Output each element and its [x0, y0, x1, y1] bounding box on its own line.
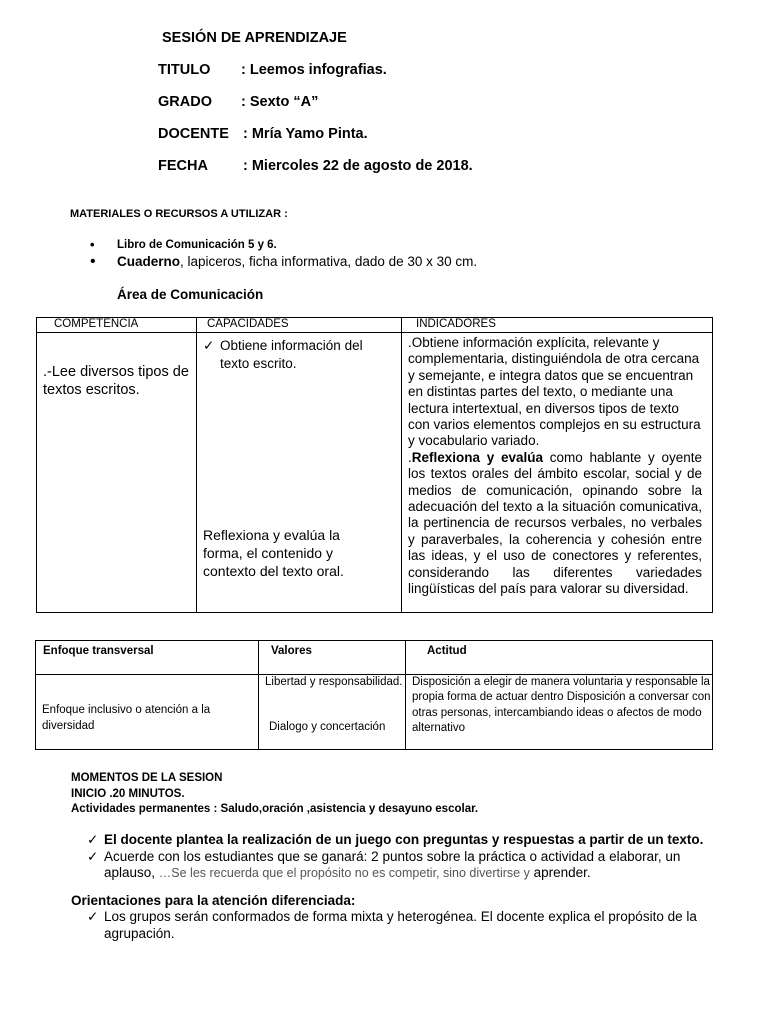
capacidad-1	[203, 337, 393, 373]
list-item	[90, 237, 477, 253]
materials-item-2-rest: , lapiceros, ficha informativa, dado de 30 x 30 cm.	[180, 254, 478, 269]
docente-value: : Mría Yamo Pinta.	[243, 126, 368, 142]
capacidad-2: Reflexiona y evalúa la forma, el contenido y contexto del texto oral.	[203, 527, 344, 579]
header-valores: Valores	[259, 641, 406, 675]
list-item	[87, 909, 727, 942]
competencia-cell	[37, 333, 197, 613]
orientaciones-heading: Orientaciones para la atención diferenciada:	[71, 893, 356, 908]
table-row	[37, 333, 713, 613]
indicador-2	[408, 450, 702, 598]
materials-item-1: Libro de Comunicación 5 y 6.	[117, 239, 277, 251]
titulo-label: TITULO	[158, 62, 211, 78]
table-row	[36, 675, 713, 750]
orientaciones-checklist	[87, 909, 727, 942]
table-header-row	[36, 641, 713, 675]
checkmark-icon: ✓	[203, 338, 215, 353]
check-2-text-c: aprender.	[529, 865, 591, 880]
check-2-text-b: …Se les recuerda que el propósito no es competir, sino divertirse y	[158, 866, 530, 880]
fecha-label: FECHA	[158, 158, 208, 174]
list-item	[87, 832, 727, 849]
list-item	[90, 253, 477, 271]
document-title: SESIÓN DE APRENDIZAJE	[162, 30, 347, 46]
indicador-2-prefix: .	[408, 449, 412, 465]
actitud-cell	[406, 675, 713, 750]
checkmark-icon: ✓	[87, 909, 99, 924]
checkmark-icon: ✓	[87, 848, 99, 864]
header-competencia-label: COMPETENCIA	[54, 318, 139, 330]
enfoque-cell	[36, 675, 259, 750]
titulo-value: : Leemos infografias.	[241, 62, 387, 78]
header-actitud: Actitud	[406, 641, 713, 675]
indicadores-text	[408, 335, 702, 598]
header-row-fecha	[158, 158, 473, 174]
header-row-grado	[158, 94, 318, 110]
header-row-docente	[158, 126, 368, 142]
capacidad-1-first: Obtiene información del	[220, 338, 363, 353]
actitud-text: Disposición a elegir de manera voluntaria y responsable la propia forma de actuar dentro Disposición a conversar con otras personas, intercambiando ideas o afectos de modo alternativo	[412, 676, 711, 735]
capacidad-1-rest: texto escrito.	[220, 356, 297, 371]
indicador-1: .Obtiene información explícita, relevante y complementaria, distinguiéndola de otra cercana y semejante, e integra datos que se encuentran en distintas partes del texto, o mediante una lectura intertextual, en diversos tipos de texto con varios elementos complejos en su estructura y vocabulario variado.	[408, 335, 701, 449]
docente-label: DOCENTE	[158, 126, 229, 142]
header-row-titulo	[158, 62, 387, 78]
header-indicadores	[402, 318, 713, 333]
competencia-text: .-Lee diversos tipos de textos escritos.	[43, 364, 189, 398]
check-3-text: Los grupos serán conformados de forma mixta y heterogénea. El docente explica el propósito de la agrupación.	[104, 909, 697, 941]
area-heading: Área de Comunicación	[117, 287, 264, 302]
actividades-line: Actividades permanentes : Saludo,oración ,asistencia y desayuno escolar.	[71, 803, 479, 815]
inicio-checklist	[87, 832, 727, 882]
materials-list	[90, 237, 477, 271]
momentos-title: MOMENTOS DE LA SESION	[71, 772, 223, 784]
fecha-value: : Miercoles 22 de agosto de 2018.	[243, 158, 473, 174]
indicadores-cell	[402, 333, 713, 613]
enfoque-table	[35, 640, 713, 750]
indicador-2-bold: Reflexiona y evalúa	[411, 449, 544, 465]
materials-item-2-bold: Cuaderno	[117, 254, 181, 269]
header-indicadores-label: INDICADORES	[416, 318, 496, 330]
inicio-line: INICIO .20 MINUTOS.	[71, 787, 185, 800]
grado-value: : Sexto “A”	[241, 94, 319, 110]
header-enfoque: Enfoque transversal	[36, 641, 259, 675]
indicador-2-rest: como hablante y oyente los textos orales del ámbito escolar, social y de medios de comunicación, opinando sobre la adecuación del texto a la situación comunicativa, la pertinencia de recursos verbales, no verbales y paraverbales, la coherencia y cohesión entre las ideas, y el uso de conectores y referentes, considerando las diferentes variedades lingüísticas del país para valorar su diversidad.	[408, 449, 702, 597]
header-capacidades-label: CAPACIDADES	[207, 318, 289, 330]
capacidades-cell	[197, 333, 402, 613]
momentos-block	[71, 771, 478, 818]
valores-cell	[259, 675, 406, 750]
header-competencia	[37, 318, 197, 333]
valor-1: Libertad y responsabilidad.	[265, 676, 403, 688]
enfoque-text: Enfoque inclusivo o atención a la diversidad	[42, 704, 211, 732]
competencias-table	[36, 317, 713, 613]
materials-heading: MATERIALES O RECURSOS A UTILIZAR :	[70, 208, 288, 220]
checkmark-icon: ✓	[87, 832, 99, 847]
valor-2: Dialogo y concertación	[269, 721, 386, 733]
header-capacidades	[197, 318, 402, 333]
list-item	[87, 849, 727, 882]
grado-label: GRADO	[158, 94, 212, 110]
check-2-text-a: Acuerde con los estudiantes que se ganará: 2 puntos sobre la práctica o actividad a elaborar, un aplauso,	[104, 848, 681, 880]
check-1-text: El docente plantea la realización de un juego con preguntas y respuestas a partir de un texto.	[104, 832, 704, 847]
table-header-row	[37, 318, 713, 333]
